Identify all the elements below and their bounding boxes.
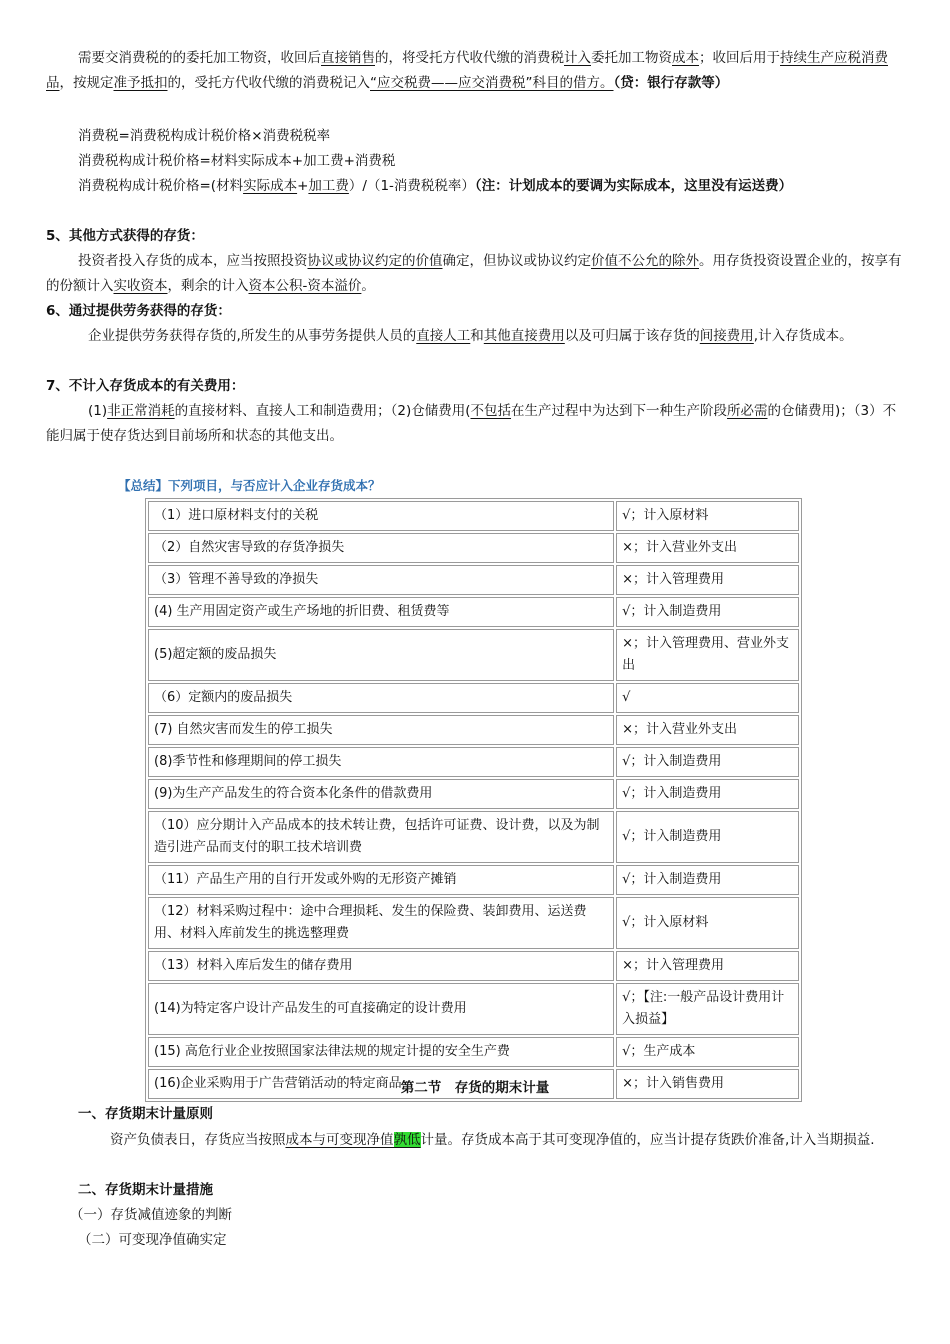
text: + (297, 178, 309, 194)
summary-title: 【总结】下列项目，与否应计入企业存货成本？ (118, 478, 381, 493)
verdict-cell: √；计入原材料 (616, 501, 799, 531)
table-row (148, 629, 799, 681)
item-cell: (5)超定额的废品损失 (148, 629, 614, 681)
text: ）/（1-消费税税率） (348, 178, 475, 194)
text: 的直接材料、直接人工和制造费用；（2)仓储费用( (174, 403, 471, 419)
underlined-text: 不包括 (470, 403, 511, 419)
verdict-cell: ×；计入管理费用 (616, 565, 799, 595)
list-item-2: （二）可变现净值确实定 (78, 1232, 227, 1248)
verdict-cell: √ (616, 683, 799, 713)
item-cell: (14)为特定客户设计产品发生的可直接确定的设计费用 (148, 983, 614, 1035)
text: ；收回后用于 (699, 50, 780, 66)
item-cell: （12）材料采购过程中：途中合理损耗、发生的保险费、装卸费用、运送费用、材料入库前发生的挑选整理费 (148, 897, 614, 949)
underlined-text: 直接销售 (321, 50, 375, 66)
underlined-text: 加工费 (308, 178, 349, 194)
item-cell: （11）产品生产用的自行开发或外购的无形资产摊销 (148, 865, 614, 895)
section-title: 第二节 存货的期末计量 (400, 1080, 550, 1096)
text: 资产负债表日，存货应当按照 (110, 1132, 286, 1148)
verdict-cell: ×；计入管理费用 (616, 951, 799, 981)
paragraph-services (46, 324, 904, 349)
paragraph-other-methods (46, 249, 904, 299)
verdict-cell: √；计入制造费用 (616, 597, 799, 627)
summary-table (145, 498, 802, 1102)
table-row (148, 597, 799, 627)
underlined-text: 计入 (564, 50, 591, 66)
item-cell: （1）进口原材料支付的关税 (148, 501, 614, 531)
table-row (148, 811, 799, 863)
heading-6: 6、通过提供劳务获得的存货： (46, 303, 231, 319)
table-row (148, 715, 799, 745)
bold-note: （贷：银行存款等） (613, 75, 729, 91)
verdict-cell: √；计入制造费用 (616, 779, 799, 809)
verdict-cell: √；计入制造费用 (616, 747, 799, 777)
table-row (148, 747, 799, 777)
verdict-cell: √；计入原材料 (616, 897, 799, 949)
underlined-text: 成本与可变现净值 (285, 1132, 394, 1148)
text: 委托加工物资 (591, 50, 672, 66)
text: 在生产过程中为达到下一种生产阶段 (511, 403, 727, 419)
text: ，剩余的计入 (167, 278, 249, 294)
paragraph-excluded-costs (46, 399, 904, 449)
table-row (148, 1037, 799, 1067)
verdict-cell: ×；计入销售费用 (616, 1069, 799, 1099)
underlined-text: 其他直接费用 (483, 328, 565, 344)
item-cell: （10）应分期计入产品成本的技术转让费，包括许可证费、设计费，以及为制造引进产品而支付的职工技术培训费 (148, 811, 614, 863)
underlined-text: 实际成本 (243, 178, 298, 194)
text: 以及可归属于该存货的 (564, 328, 700, 344)
verdict-cell: ×；计入管理费用、营业外支出 (616, 629, 799, 681)
formula-taxable-price: 消费税构成计税价格=材料实际成本+加工费+消费税 (78, 153, 396, 169)
text: 和 (470, 328, 484, 344)
underlined-text: 直接人工 (416, 328, 471, 344)
formula-taxable-price-2 (46, 174, 904, 199)
text: (1) (88, 403, 108, 419)
underlined-text: 协议或协议约定的价值 (307, 253, 443, 269)
verdict-cell: ×；计入营业外支出 (616, 533, 799, 563)
heading-section-2: 二、存货期末计量措施 (78, 1182, 213, 1198)
table-row (148, 865, 799, 895)
table-row (148, 951, 799, 981)
underlined-text: 非正常消耗 (107, 403, 175, 419)
highlighted-text: 孰低 (393, 1132, 421, 1148)
item-cell: (15) 高危行业企业按照国家法律法规的规定计提的安全生产费 (148, 1037, 614, 1067)
item-cell: （3）管理不善导致的净损失 (148, 565, 614, 595)
table-row (148, 779, 799, 809)
underlined-text: 成本 (672, 50, 699, 66)
underlined-text: 实收资本 (113, 278, 168, 294)
item-cell: (9)为生产产品发生的符合资本化条件的借款费用 (148, 779, 614, 809)
item-cell: （13）材料入库后发生的储存费用 (148, 951, 614, 981)
underlined-text: 所必需 (727, 403, 768, 419)
text: 需要交消费税的的委托加工物资，收回后 (78, 50, 321, 66)
paragraph-measurement-principle (46, 1128, 904, 1153)
item-cell: （6）定额内的废品损失 (148, 683, 614, 713)
paragraph-consumption-tax (46, 46, 904, 96)
summary-table-body (148, 501, 799, 1099)
text: 。 (361, 278, 375, 294)
underlined-text: 价值不公允的除外 (591, 253, 699, 269)
table-row (148, 983, 799, 1035)
table-row (148, 897, 799, 949)
underlined-text: 准予抵扣 (113, 75, 168, 91)
table-row (148, 501, 799, 531)
underlined-text: 资本公积-资本溢价 (248, 278, 362, 294)
text: 的，将受托方代收代缴的消费税 (375, 50, 564, 66)
table-row (148, 565, 799, 595)
bold-note: （注：计划成本的要调为实际成本，这里没有运送费） (474, 178, 793, 194)
verdict-cell: √；【注:一般产品设计费用计入损益】 (616, 983, 799, 1035)
text: 。用存货投资设置企业的，按享有的份额计入 (46, 253, 902, 294)
heading-section-1: 一、存货期末计量原则 (78, 1106, 213, 1122)
text: 的仓储费用)；（3）不能归属于使存货达到目前场所和状态的其他支出。 (46, 403, 897, 444)
verdict-cell: ×；计入营业外支出 (616, 715, 799, 745)
item-cell: （2）自然灾害导致的存货净损失 (148, 533, 614, 563)
text: 投资者投入存货的成本，应当按照投资 (78, 253, 308, 269)
table-row (148, 533, 799, 563)
heading-5: 5、其他方式获得的存货： (46, 228, 204, 244)
item-cell: (8)季节性和修理期间的停工损失 (148, 747, 614, 777)
item-cell: (4) 生产用固定资产或生产场地的折旧费、租赁费等 (148, 597, 614, 627)
heading-7: 7、不计入存货成本的有关费用： (46, 378, 245, 394)
underlined-text: “应交税费——应交消费税”科目的借方。 (370, 75, 614, 91)
verdict-cell: √；计入制造费用 (616, 811, 799, 863)
text: ，按规定 (59, 75, 114, 91)
text: 确定，但协议或协议约定 (442, 253, 591, 269)
text: 计量。存货成本高于其可变现净值的，应当计提存货跌价准备,计入当期损益. (420, 1132, 875, 1148)
list-item-1: （一）存货减值迹象的判断 (70, 1207, 232, 1223)
item-cell: (7) 自然灾害而发生的停工损失 (148, 715, 614, 745)
verdict-cell: √；生产成本 (616, 1037, 799, 1067)
text: 的，受托方代收代缴的消费税记入 (167, 75, 370, 91)
underlined-text: 持续生产应税消费品 (46, 50, 888, 91)
text: 企业提供劳务获得存货的,所发生的从事劳务提供人员的 (88, 328, 417, 344)
table-row (148, 683, 799, 713)
text: ,计入存货成本。 (753, 328, 853, 344)
underlined-text: 间接费用 (699, 328, 754, 344)
item-cell: (16)企业采购用于广告营销活动的特定商品 (148, 1069, 614, 1099)
text: 消费税构成计税价格=(材料 (78, 178, 244, 194)
formula-tax: 消费税=消费税构成计税价格×消费税税率 (78, 128, 331, 144)
verdict-cell: √；计入制造费用 (616, 865, 799, 895)
